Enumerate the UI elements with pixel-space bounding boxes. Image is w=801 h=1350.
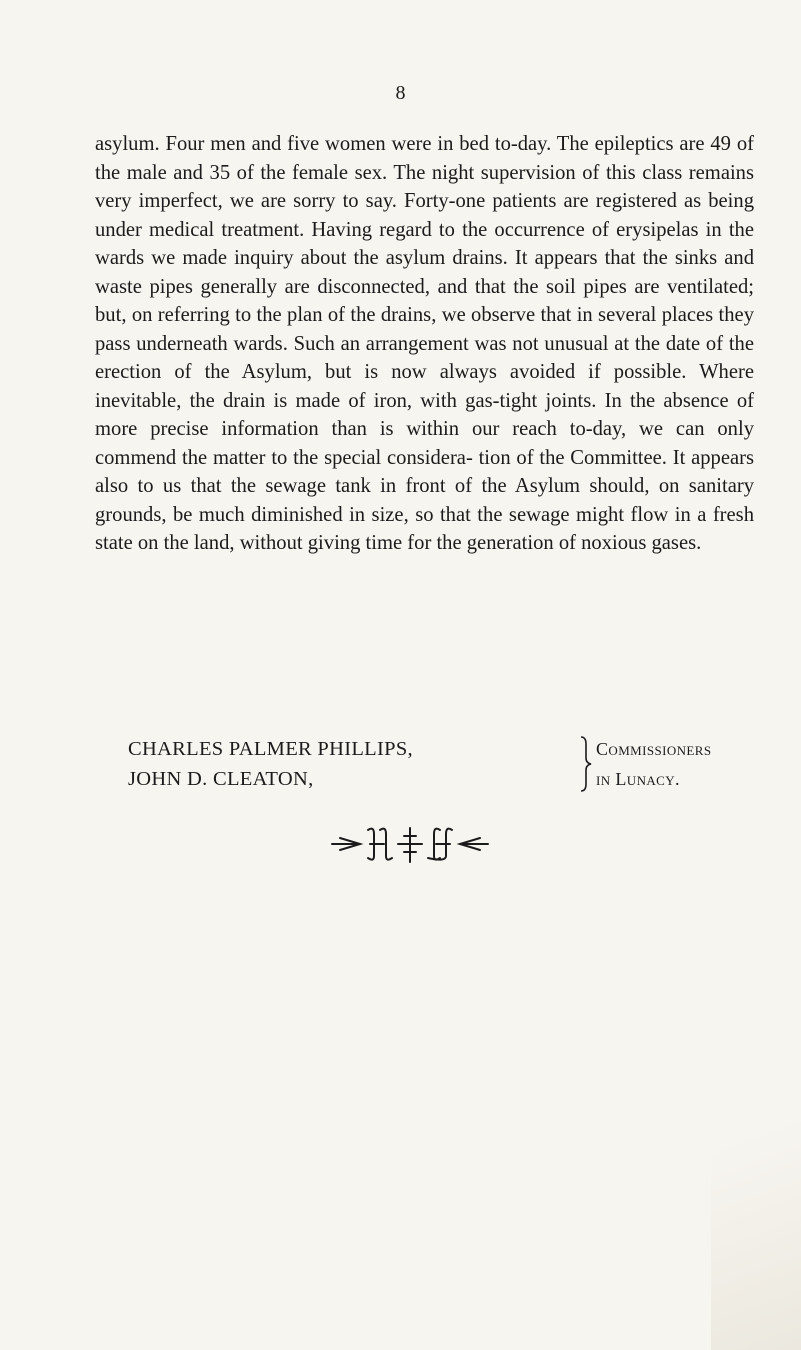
signatory-role [596,734,711,794]
signatory-names [128,734,413,794]
signature-block [128,734,748,794]
role-line-2: in Lunacy. [596,769,680,789]
body-paragraph: asylum. Four men and five women were in bed to-day. The epileptics are 49 of the male and 35 of the female sex. The night supervision of this class remains very imperfect, we are sorry to say. Forty-one patients are registered as being under medical treatment. Having regard to the occurrence of erysipelas in the wards we made inquiry about the asylum drains. It appears that the sinks and waste pipes generally are disconnected, and that the soil pipes are ventilated; but, on referring to the plan of the drains, we observe that in several places they pass underneath wards. Such an arrangement was not unusual at the date of the erection of the Asylum, but is now always avoided if possible. Where inevitable, the drain is made of iron, with gas-tight joints. In the absence of more precise information than is within our reach to-day, we can only commend the matter to the special considera- tion of the Committee. It appears also to us that the sewage tank in front of the Asylum should, on sanitary grounds, be much diminished in size, so that the sewage might flow in a fresh state on the land, without giving time for the generation of noxious gases. [95,133,754,554]
brace-icon [578,736,592,792]
signatory-name-1: CHARLES PALMER PHILLIPS, [128,738,413,760]
paper-stain [711,1090,801,1350]
page-number: 8 [395,82,406,104]
signatory-name-2: JOHN D. CLEATON, [128,768,314,790]
decorative-scroll-ornament-icon [330,822,490,866]
role-line-1: Commissioners [596,739,712,759]
